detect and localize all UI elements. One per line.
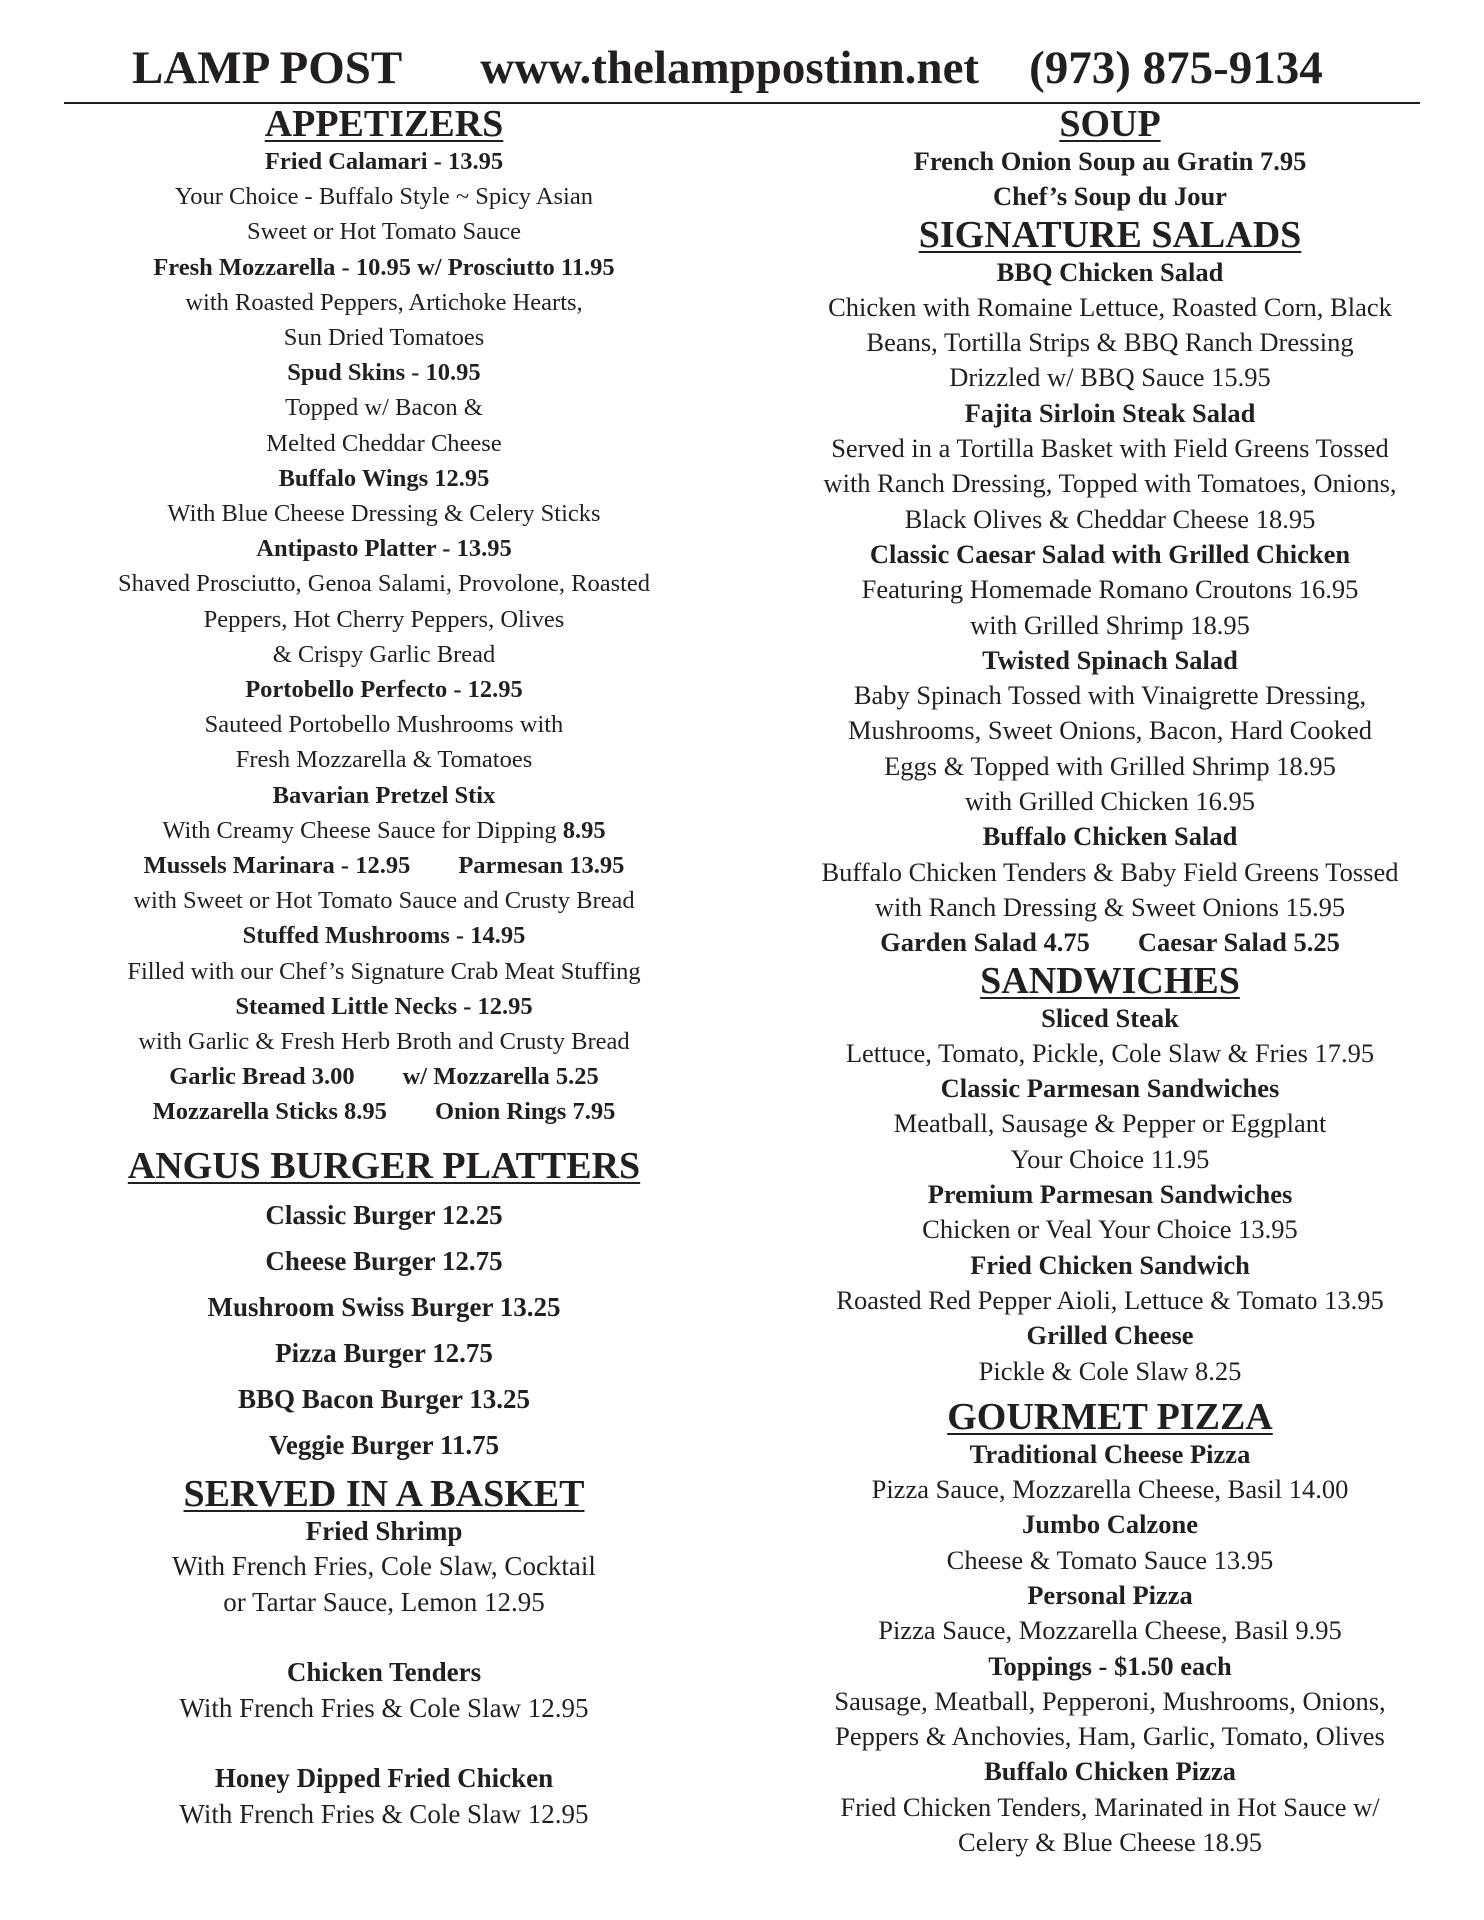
menu-item-pair [770,925,1450,960]
menu-item-name: w/ Mozzarella 5.25 [402,1063,599,1091]
menu-item-description: with Roasted Peppers, Artichoke Hearts, [185,288,583,316]
sandwiches-list [770,1001,1450,1389]
menu-item-name: Parmesan 13.95 [458,852,625,880]
menu-item-description: Topped w/ Bacon & [285,394,483,422]
menu-item-description: Shaved Prosciutto, Genoa Salami, Provolone, Roasted [117,570,651,598]
menu-item-description: With French Fries & Cole Slaw 12.95 [179,1798,589,1829]
menu-item-description: with Sweet or Hot Tomato Sauce and Crusty Bread [133,887,635,915]
menu-item-description: Pizza Sauce, Mozzarella Cheese, Basil 9.95 [878,1615,1342,1646]
soup-title: SOUP [1059,103,1161,145]
menu-item-description: Black Olives & Cheddar Cheese 18.95 [904,503,1316,534]
menu-item-description: Mushrooms, Sweet Onions, Bacon, Hard Cooked [847,715,1373,746]
menu-item-description: Pizza Sauce, Mozzarella Cheese, Basil 14.00 [871,1474,1349,1505]
menu-item-name: Spud Skins - 10.95 [287,359,481,387]
menu-item-description: Eggs & Topped with Grilled Shrimp 18.95 [884,750,1336,781]
menu-item-name: Jumbo Calzone [1022,1509,1198,1540]
menu-item-description: Peppers & Anchovies, Ham, Garlic, Tomato, Olives [835,1721,1385,1752]
menu-item-description: with Ranch Dressing, Topped with Tomatoes, Onions, [823,468,1397,499]
menu-item-pair [74,1059,694,1094]
phone-number: (973) 875-9134 [1029,42,1323,94]
menu-item-description: Roasted Red Pepper Aioli, Lettuce & Tomato 13.95 [836,1284,1384,1315]
menu-item-description: with Grilled Chicken 16.95 [965,786,1255,817]
menu-item-name: Premium Parmesan Sandwiches [927,1179,1293,1210]
burgers-title: ANGUS BURGER PLATTERS [127,1144,641,1187]
menu-item-description: With Blue Cheese Dressing & Celery Sticks [167,500,601,528]
menu-item-name: Sliced Steak [1041,1002,1179,1033]
appetizers-section [74,104,694,1130]
menu-item-pair [74,1094,694,1129]
menu-item-name: Buffalo Chicken Pizza [984,1756,1236,1787]
burger-item: Mushroom Swiss Burger 13.25 [207,1291,561,1322]
menu-item-name: Garden Salad 4.75 [880,927,1090,958]
menu-item-description: Fresh Mozzarella & Tomatoes [235,746,533,774]
menu-item-name: Portobello Perfecto - 12.95 [245,676,523,704]
menu-item-name: Mozzarella Sticks 8.95 [152,1098,387,1126]
menu-item-description: & Crispy Garlic Bread [272,640,496,668]
menu-item-description: Sun Dried Tomatoes [283,324,485,352]
menu-item-description: Buffalo Chicken Tenders & Baby Field Greens Tossed [821,856,1399,887]
soup-section [770,104,1450,215]
menu-item-description: Beans, Tortilla Strips & BBQ Ranch Dressing [866,327,1354,358]
menu-item-name: Buffalo Chicken Salad [982,821,1238,852]
menu-item-name: Fajita Sirloin Steak Salad [964,397,1256,428]
website-text: www.thelamppostinn.net [480,42,980,94]
spacer [74,1726,694,1761]
spacer [74,1620,694,1655]
menu-item-name: BBQ Chicken Salad [996,256,1224,287]
burger-item: Classic Burger 12.25 [265,1199,503,1230]
menu-item-description: Sausage, Meatball, Pepperoni, Mushrooms, Onions, [834,1685,1386,1716]
menu-item-description: Sauteed Portobello Mushrooms with [204,711,564,739]
menu-item-name: Caesar Salad 5.25 [1137,927,1340,958]
menu-item-pair [74,848,694,883]
menu-item-name: Classic Caesar Salad with Grilled Chicken [869,538,1351,569]
menu-item-description: Lettuce, Tomato, Pickle, Cole Slaw & Fries 17.95 [845,1037,1375,1068]
menu-item-name: Personal Pizza [1027,1579,1193,1610]
basket-list [74,1514,694,1833]
menu-item-name: Bavarian Pretzel Stix [272,781,496,809]
menu-item-description: Featuring Homemade Romano Croutons 16.95 [861,574,1359,605]
restaurant-name: LAMP POST [132,42,403,94]
menu-item-description: Pickle & Cole Slaw 8.25 [978,1355,1242,1386]
salads-section [770,215,1450,961]
menu-item-description: With French Fries & Cole Slaw 12.95 [179,1692,589,1723]
menu-item-name: Traditional Cheese Pizza [969,1438,1251,1469]
menu-item-description: or Tartar Sauce, Lemon 12.95 [223,1586,545,1617]
right-column [770,104,1450,1860]
burger-item: Cheese Burger 12.75 [265,1245,503,1276]
menu-item-name: Grilled Cheese [1026,1320,1194,1351]
menu-item-name: Fresh Mozzarella - 10.95 w/ Prosciutto 11.95 [153,253,615,281]
basket-title: SERVED IN A BASKET [183,1472,585,1515]
burger-item: Veggie Burger 11.75 [268,1429,500,1460]
appetizers-title: APPETIZERS [264,103,504,145]
menu-item-name: Chicken Tenders [286,1657,482,1688]
basket-section [74,1474,694,1833]
description-text: With Creamy Cheese Sauce for Dipping [162,816,557,844]
burger-item: BBQ Bacon Burger 13.25 [237,1383,531,1414]
menu-item-description: Filled with our Chef’s Signature Crab Meat Stuffing [127,957,641,985]
menu-header [64,42,1420,104]
pizza-list [770,1437,1450,1861]
burgers-list [74,1192,694,1468]
burgers-section [74,1146,694,1468]
menu-item-description: with Grilled Shrimp 18.95 [970,609,1250,640]
menu-item-name: French Onion Soup au Gratin 7.95 [913,146,1307,176]
menu-item-description: Meatball, Sausage & Pepper or Eggplant [893,1108,1327,1139]
salads-title: SIGNATURE SALADS [918,213,1302,256]
menu-item-description: Cheese & Tomato Sauce 13.95 [946,1544,1274,1575]
pizza-title: GOURMET PIZZA [947,1395,1273,1438]
menu-item-name: Buffalo Wings 12.95 [278,464,490,492]
menu-item-name: Antipasto Platter - 13.95 [256,535,512,563]
sandwiches-title: SANDWICHES [980,959,1240,1002]
appetizers-list [74,144,694,1130]
menu-item-description: Served in a Tortilla Basket with Field Greens Tossed [831,433,1389,464]
menu-item-description: Drizzled w/ BBQ Sauce 15.95 [949,362,1271,393]
menu-item-description: with Ranch Dressing & Sweet Onions 15.95 [874,891,1346,922]
menu-item-description: Your Choice - Buffalo Style ~ Spicy Asian [175,183,593,211]
menu-item-name: Chef’s Soup du Jour [993,181,1227,212]
menu-item-description: Fried Chicken Tenders, Marinated in Hot Sauce w/ [840,1791,1380,1822]
menu-item-name: Toppings - $1.50 each [988,1650,1232,1681]
menu-item-name: Fried Calamari - 13.95 [264,148,504,175]
menu-item-description: Sweet or Hot Tomato Sauce [246,218,522,246]
menu-item-description: Chicken with Romaine Lettuce, Roasted Corn, Black [828,291,1392,322]
menu-item-description: with Garlic & Fresh Herb Broth and Crusty Bread [138,1028,630,1056]
menu-item-name: Fried Shrimp [305,1515,463,1546]
menu-item-name: Fried Chicken Sandwich [970,1249,1250,1280]
menu-item-name: Onion Rings 7.95 [434,1098,616,1126]
sandwiches-section [770,961,1450,1389]
menu-item-description: With French Fries, Cole Slaw, Cocktail [172,1551,596,1582]
menu-item-name: Steamed Little Necks - 12.95 [235,992,533,1020]
menu-item-name: Honey Dipped Fried Chicken [214,1763,554,1794]
menu-item-description: Melted Cheddar Cheese [266,429,502,457]
burger-item: Pizza Burger 12.75 [275,1337,493,1368]
menu-item-description [74,813,694,848]
menu-item-description: Baby Spinach Tossed with Vinaigrette Dressing, [853,680,1367,711]
menu-item-description: Your Choice 11.95 [1010,1143,1210,1174]
menu-item-name: Classic Parmesan Sandwiches [940,1073,1280,1104]
menu-item-name: Stuffed Mushrooms - 14.95 [242,922,526,950]
menu-item-name: Mussels Marinara - 12.95 [143,852,411,880]
menu-item-description: Celery & Blue Cheese 18.95 [958,1827,1262,1858]
pizza-section [770,1397,1450,1861]
salads-list [770,255,1450,961]
left-column [74,104,694,1832]
menu-item-price: 8.95 [562,816,606,844]
menu-item-description: Chicken or Veal Your Choice 13.95 [922,1214,1298,1245]
menu-item-description: Peppers, Hot Cherry Peppers, Olives [203,605,565,633]
menu-item-name: Twisted Spinach Salad [982,644,1238,675]
soup-list [770,144,1450,215]
menu-item-name: Garlic Bread 3.00 [169,1063,355,1091]
